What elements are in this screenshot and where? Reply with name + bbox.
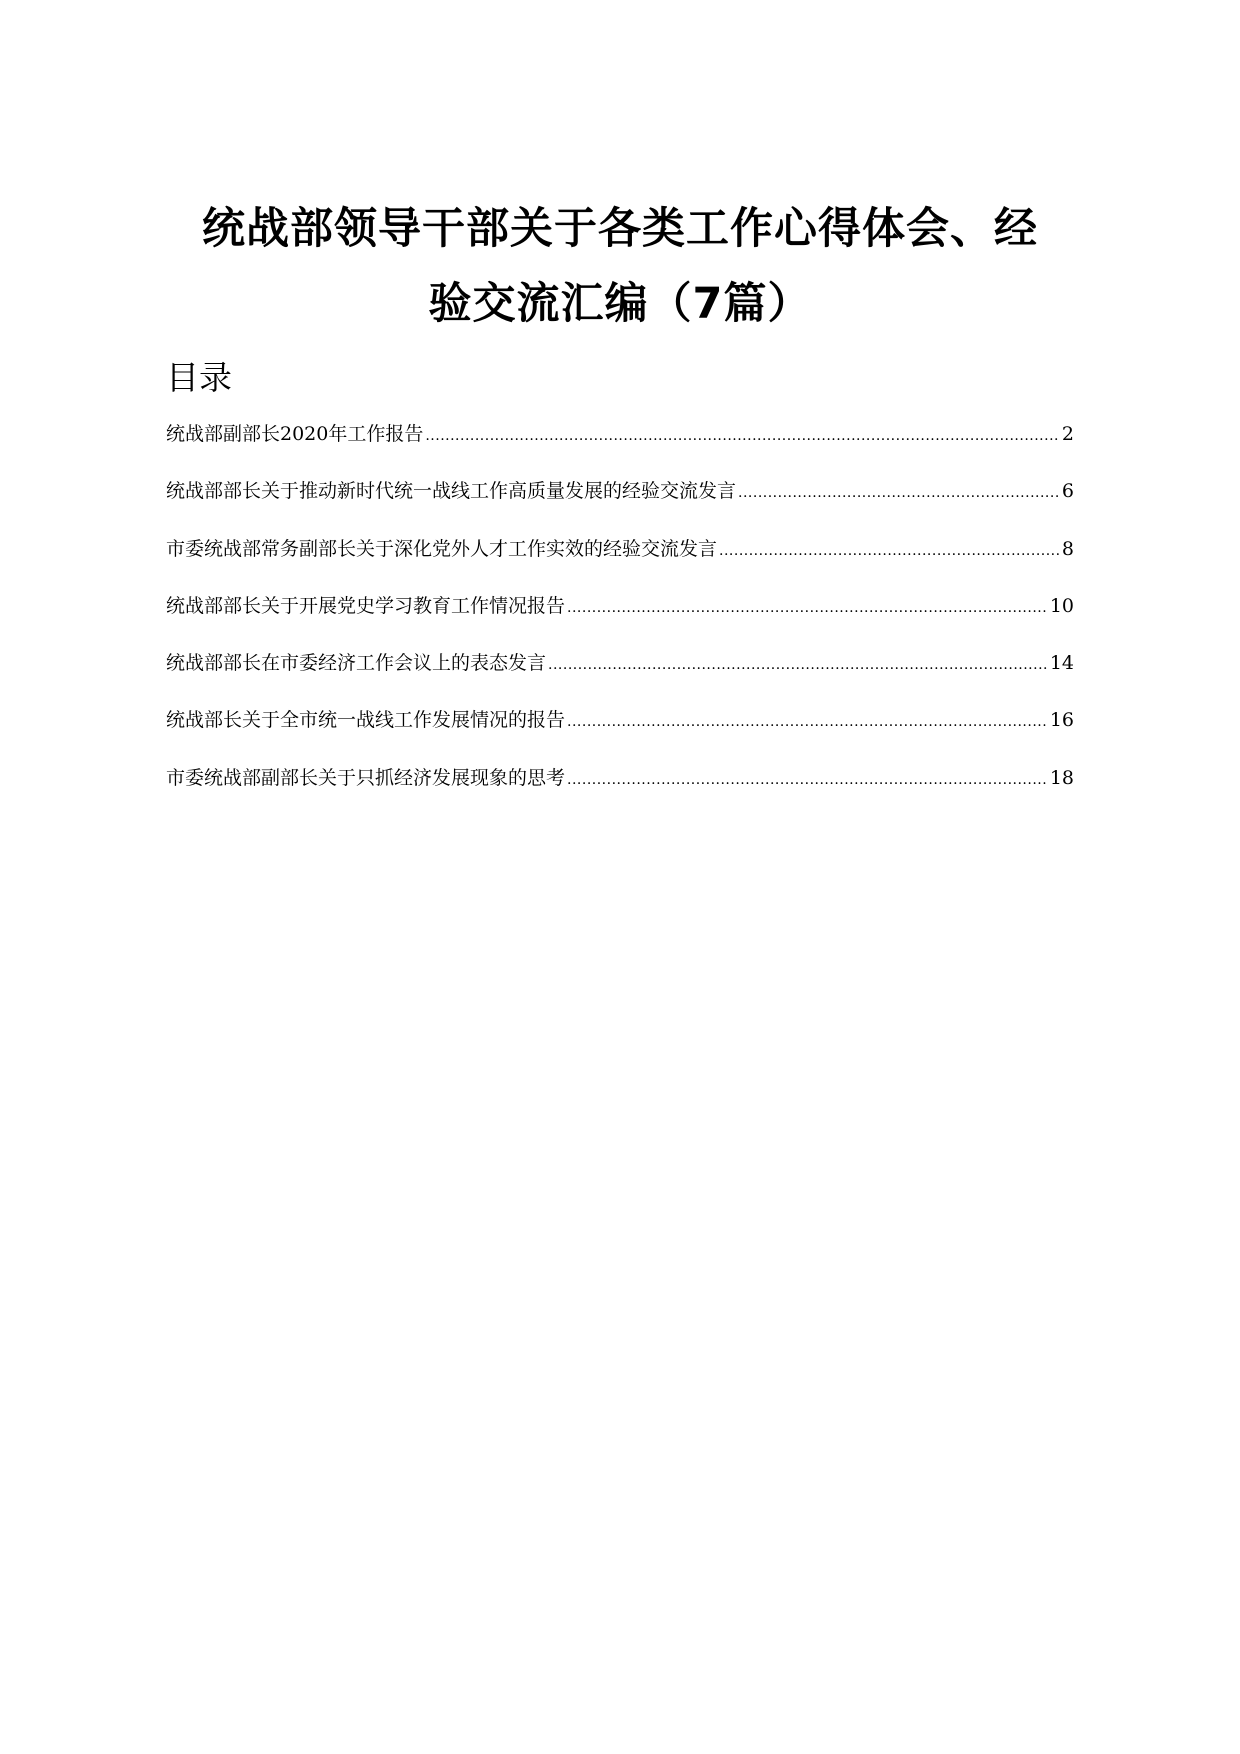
document-title — [160, 192, 1080, 342]
toc-entry[interactable] — [166, 758, 1074, 815]
toc-entry-page[interactable]: 14 — [1049, 652, 1074, 675]
toc-entry-page[interactable]: 8 — [1061, 537, 1074, 560]
toc-dot-leader — [548, 645, 1048, 685]
toc-entry-page[interactable]: 18 — [1049, 766, 1074, 789]
toc-entry[interactable] — [166, 643, 1074, 700]
toc-entry-page[interactable]: 10 — [1049, 594, 1074, 617]
title-line-2: 验交流汇编（7篇） — [428, 279, 812, 329]
toc-entry[interactable] — [166, 700, 1074, 757]
toc-entry-page[interactable]: 16 — [1049, 709, 1074, 732]
toc-heading: 目录 — [166, 358, 232, 397]
toc-entry-page[interactable]: 2 — [1061, 423, 1074, 445]
toc-entry-title[interactable]: 统战部部长关于推动新时代统一战线工作高质量发展的经验交流发言 — [166, 480, 737, 503]
toc-entry[interactable] — [166, 471, 1074, 528]
toc-dot-leader — [719, 531, 1060, 571]
toc-dot-leader — [567, 702, 1048, 742]
toc-entry[interactable] — [166, 529, 1074, 586]
toc-entry-title[interactable]: 统战部部长关于开展党史学习教育工作情况报告 — [166, 594, 566, 617]
table-of-contents — [166, 414, 1074, 815]
toc-entry-page[interactable]: 6 — [1061, 480, 1074, 503]
toc-entry[interactable] — [166, 586, 1074, 643]
toc-entry-title[interactable]: 统战部部长在市委经济工作会议上的表态发言 — [166, 652, 547, 675]
title-line-1: 统战部领导干部关于各类工作心得体会、经 — [202, 204, 1038, 254]
toc-dot-leader — [567, 588, 1048, 628]
toc-entry-title[interactable]: 统战部副部长2020年工作报告 — [166, 423, 424, 445]
toc-dot-leader — [567, 760, 1048, 800]
toc-entry-title[interactable]: 市委统战部常务副部长关于深化党外人才工作实效的经验交流发言 — [166, 537, 718, 560]
toc-entry-title[interactable]: 统战部长关于全市统一战线工作发展情况的报告 — [166, 709, 566, 732]
toc-entry-title[interactable]: 市委统战部副部长关于只抓经济发展现象的思考 — [166, 766, 566, 789]
toc-dot-leader — [738, 473, 1060, 513]
toc-entry[interactable] — [166, 414, 1074, 471]
toc-dot-leader — [425, 416, 1060, 456]
